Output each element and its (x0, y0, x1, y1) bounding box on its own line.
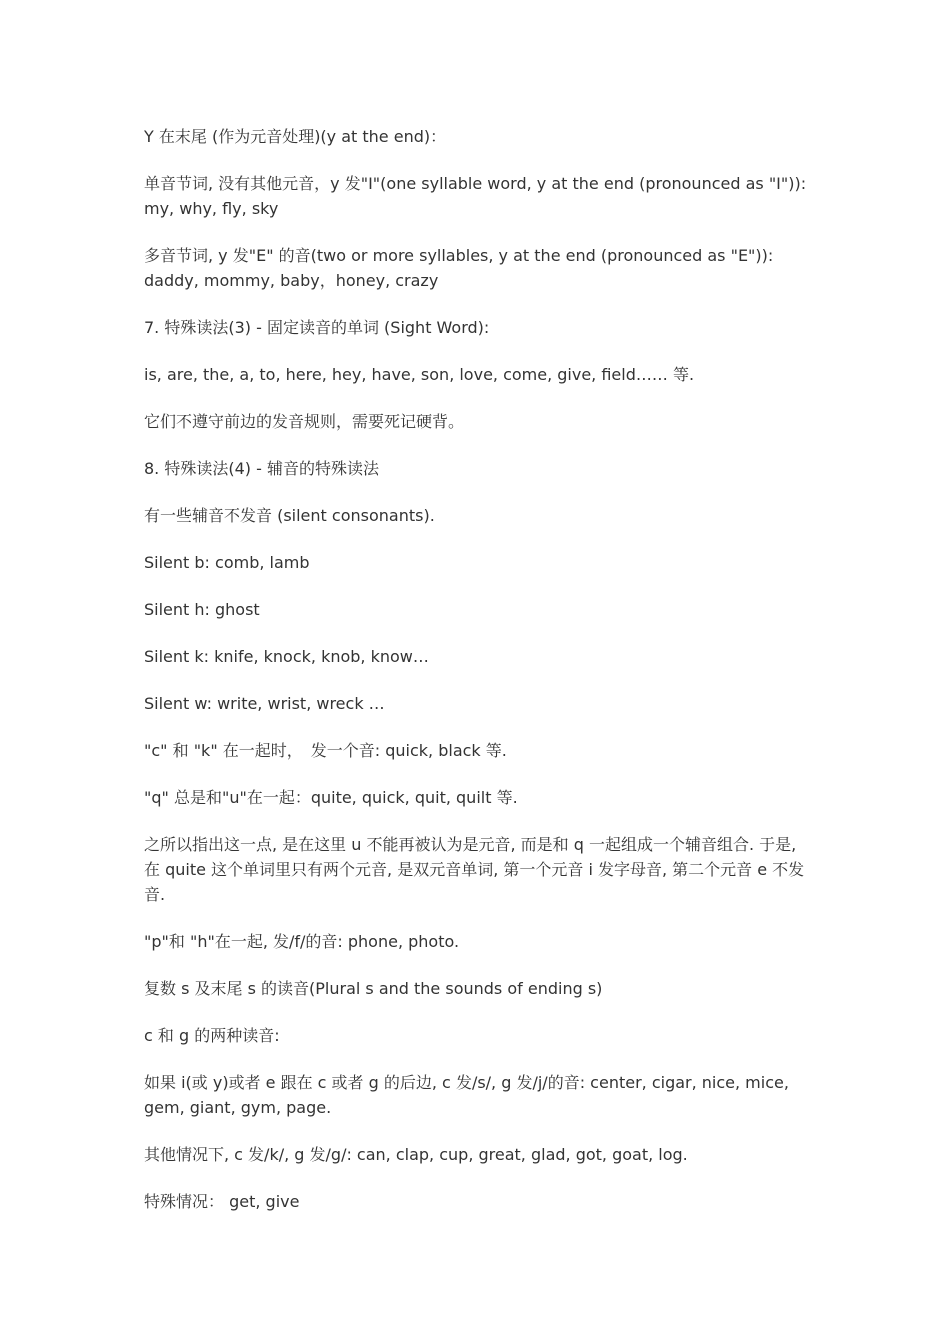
paragraph-silent-k: Silent k: knife, knock, knob, know… (144, 647, 429, 666)
paragraph-silent-h: Silent h: ghost (144, 600, 260, 619)
paragraph-silent-consonants: 有一些辅音不发音 (silent consonants). (144, 506, 435, 525)
paragraph-sight-word-list: is, are, the, a, to, here, hey, have, son, love, come, give, field…… 等. (144, 365, 695, 384)
document-page (144, 124, 808, 1236)
paragraph-qu-explanation: 之所以指出这一点, 是在这里 u 不能再被认为是元音, 而是和 q 一起组成一个辅音组合. 于是, 在 quite 这个单词里只有两个元音, 是双元音单词, 第一个元音 i 发字母音, 第二个元音 e 不发音. (144, 835, 805, 904)
paragraph-one-syllable-y: 单音节词, 没有其他元音，y 发"I"(one syllable word, y at the end (pronounced as "I")): my, why, fly, sky (144, 174, 807, 218)
paragraph-memorize-note: 它们不遵守前边的发音规则，需要死记硬背。 (144, 412, 465, 431)
paragraph-c-and-k: "c" 和 "k" 在一起时， 发一个音: quick, black 等. (144, 741, 507, 760)
paragraph-sight-word-heading: 7. 特殊读法(3) - 固定读音的单词 (Sight Word): (144, 318, 490, 337)
paragraph-soft-c-g: 如果 i(或 y)或者 e 跟在 c 或者 g 的后边, c 发/s/, g 发/j/的音: center, cigar, nice, mice, gem, giant, gym, page. (144, 1073, 789, 1117)
paragraph-silent-w: Silent w: write, wrist, wreck … (144, 694, 385, 713)
paragraph-p-and-h: "p"和 "h"在一起, 发/f/的音: phone, photo. (144, 932, 460, 951)
paragraph-c-g-heading: c 和 g 的两种读音: (144, 1026, 280, 1045)
paragraph-plural-s: 复数 s 及末尾 s 的读音(Plural s and the sounds of ending s) (144, 979, 603, 998)
paragraph-y-at-end-heading: Y 在末尾 (作为元音处理)(y at the end)： (144, 127, 447, 146)
paragraph-hard-c-g: 其他情况下, c 发/k/, g 发/g/: can, clap, cup, great, glad, got, goat, log. (144, 1145, 688, 1164)
paragraph-silent-b: Silent b: comb, lamb (144, 553, 310, 572)
paragraph-multi-syllable-y: 多音节词, y 发"E" 的音(two or more syllables, y at the end (pronounced as "E")): daddy, mommy, baby，honey, crazy (144, 246, 774, 290)
paragraph-consonant-heading: 8. 特殊读法(4) - 辅音的特殊读法 (144, 459, 379, 478)
paragraph-q-and-u: "q" 总是和"u"在一起：quite, quick, quit, quilt 等. (144, 788, 518, 807)
paragraph-special-cases: 特殊情况： get, give (144, 1192, 300, 1211)
